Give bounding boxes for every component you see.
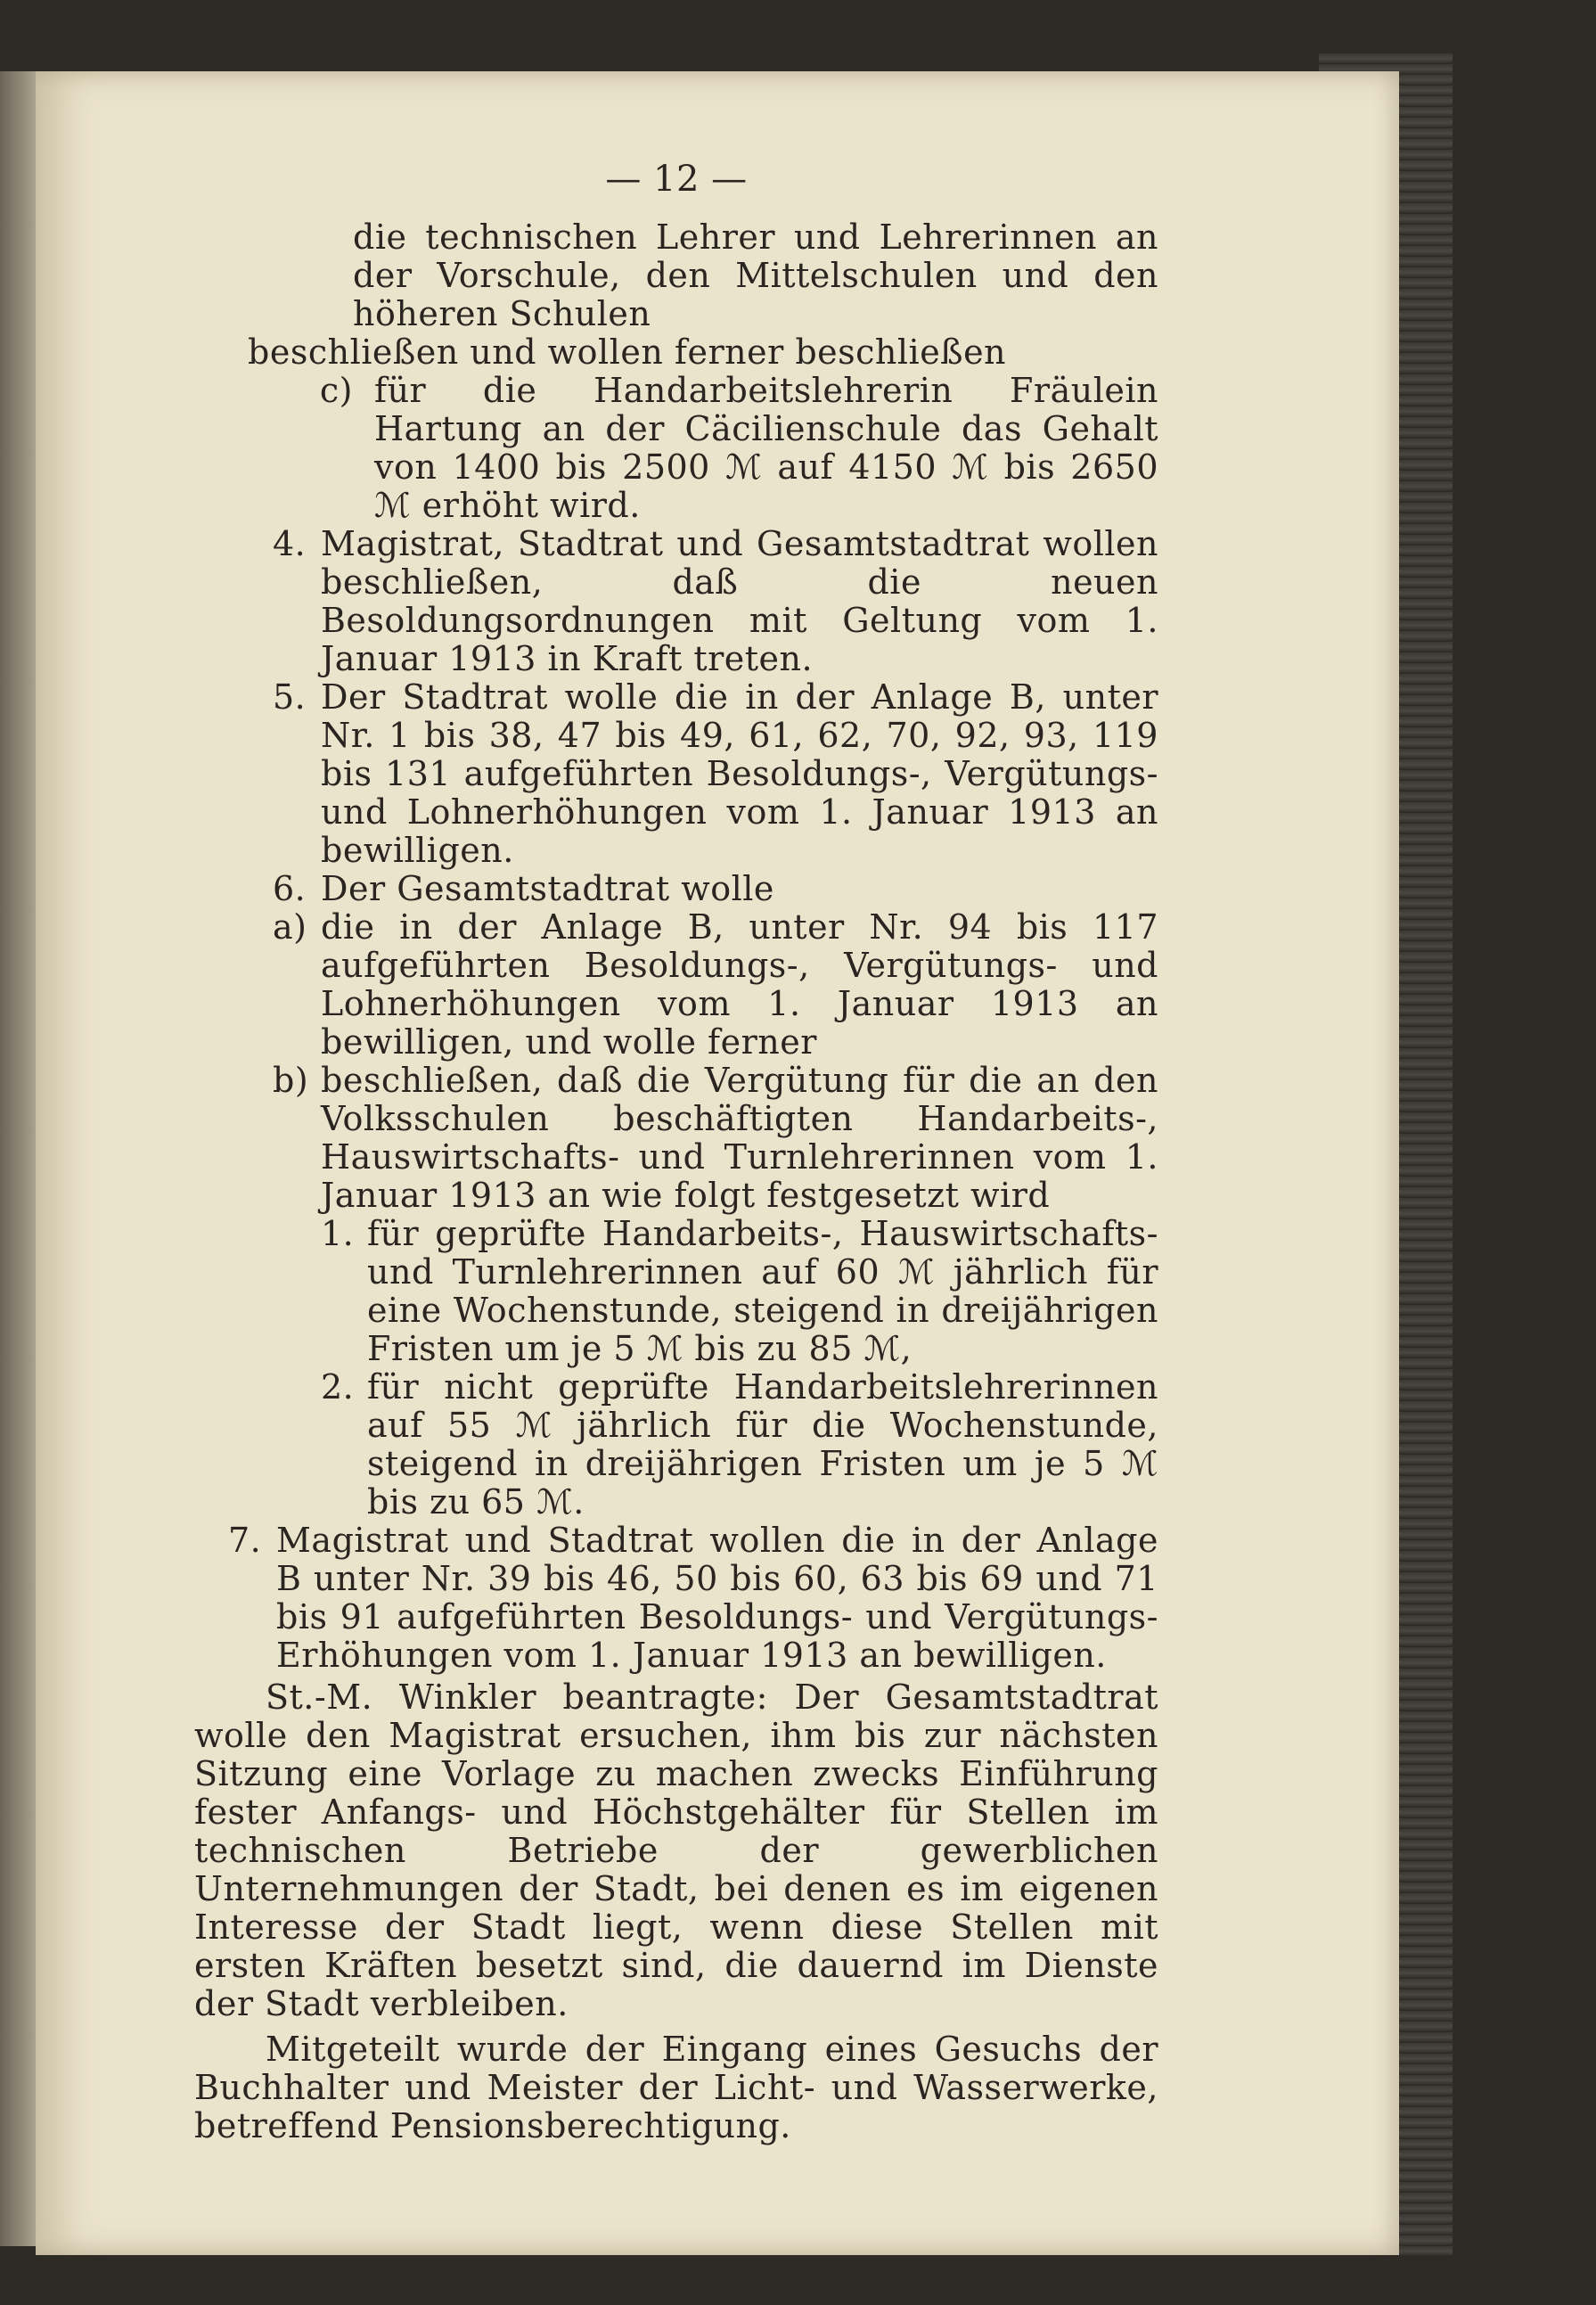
paragraph-winkler: St.-M. Winkler beantragte: Der Gesamtstadtrat wolle den Magistrat ersuchen, ihm bis zur nächsten Sitzung eine Vorlage zu machen zwecks Einführung fester Anfangs- und Höchstgehälter für Stellen im technischen Betriebe der gewerblichen Unternehmungen der Stadt, bei denen es im eigenen Interesse der Stadt liegt, wenn diese Stellen mit ersten Kräften besetzt sind, die dauernd im Dienste der Stadt verbleiben. xyxy=(194,1677,1158,2023)
list-text: für die Handarbeitslehrerin Fräulein Hartung an der Cäcilienschule das Gehalt von 1400 bis 2500 ℳ auf 4150 ℳ bis 2650 ℳ erhöht wird. xyxy=(374,371,1158,525)
list-item-6b xyxy=(273,1062,1158,1215)
page-number: — 12 — xyxy=(605,159,748,200)
list-label: 7. xyxy=(228,1521,262,1560)
list-text: Der Gesamtstadtrat wolle xyxy=(321,869,774,908)
list-label: 6. xyxy=(273,869,307,908)
list-label: b) xyxy=(273,1061,309,1100)
list-text: Der Stadtrat wolle die in der Anlage B, unter Nr. 1 bis 38, 47 bis 49, 61, 62, 70, 92, 93, 119 bis 131 aufgeführten Besoldungs-, Vergütungs- und Lohnerhöhungen vom 1. Januar 1913 an bewilligen. xyxy=(321,677,1158,870)
list-text: für geprüfte Handarbeits-, Hauswirtschafts- und Turnlehrerinnen auf 60 ℳ jährlich für eine Wochenstunde, steigend in dreijährigen Fristen um je 5 ℳ bis zu 85 ℳ, xyxy=(367,1214,1158,1368)
list-label: 2. xyxy=(321,1367,355,1407)
list-label: c) xyxy=(319,371,353,410)
list-text: für nicht geprüfte Handarbeitslehrerinnen auf 55 ℳ jährlich für die Wochenstunde, steigend in dreijährigen Fristen um je 5 ℳ bis zu 65 ℳ. xyxy=(367,1367,1158,1522)
list-item-c xyxy=(319,372,1158,525)
list-text: Magistrat und Stadtrat wollen die in der Anlage B unter Nr. 39 bis 46, 50 bis 60, 63 bis 69 und 71 bis 91 aufgeführten Besoldungs- und Vergütungs-Erhöhungen vom 1. Januar 1913 an bewilligen. xyxy=(276,1521,1158,1675)
list-text: die in der Anlage B, unter Nr. 94 bis 117 aufgeführten Besoldungs-, Vergütungs- und Lohnerhöhungen vom 1. Januar 1913 an bewilligen, und wolle ferner xyxy=(321,907,1158,1062)
list-text: beschließen, daß die Vergütung für die an den Volksschulen beschäftigten Handarbeits-, Hauswirtschafts- und Turnlehrerinnen vom 1. Januar 1913 an wie folgt festgesetzt wird xyxy=(321,1061,1158,1215)
paragraph-gesuch: Mitgeteilt wurde der Eingang eines Gesuchs der Buchhalter und Meister der Licht- und Wasserwerke, betreffend Pensionsberechtigung. xyxy=(194,2030,1158,2145)
text-continuation: die technischen Lehrer und Lehrerinnen an der Vorschule, den Mittelschulen und den höheren Schulen xyxy=(353,217,1158,333)
book-page xyxy=(36,71,1399,2255)
list-label: 1. xyxy=(321,1214,355,1253)
list-item-4 xyxy=(273,525,1158,678)
list-item-6a xyxy=(273,908,1158,1062)
list-item-6b-2 xyxy=(321,1368,1158,1522)
list-label: 5. xyxy=(273,677,307,717)
list-text: Magistrat, Stadtrat und Gesamtstadtrat wollen beschließen, daß die neuen Besoldungsordnungen mit Geltung vom 1. Januar 1913 in Kraft treten. xyxy=(321,524,1158,678)
text-line: beschließen und wollen ferner beschließen xyxy=(248,332,1007,372)
list-item-6b-1 xyxy=(321,1215,1158,1368)
list-item-5 xyxy=(273,678,1158,870)
page-text xyxy=(194,160,1158,2145)
list-item-6 xyxy=(273,870,1158,908)
list-label: 4. xyxy=(273,524,307,563)
list-label: a) xyxy=(273,907,307,947)
list-item-7 xyxy=(228,1522,1158,1675)
